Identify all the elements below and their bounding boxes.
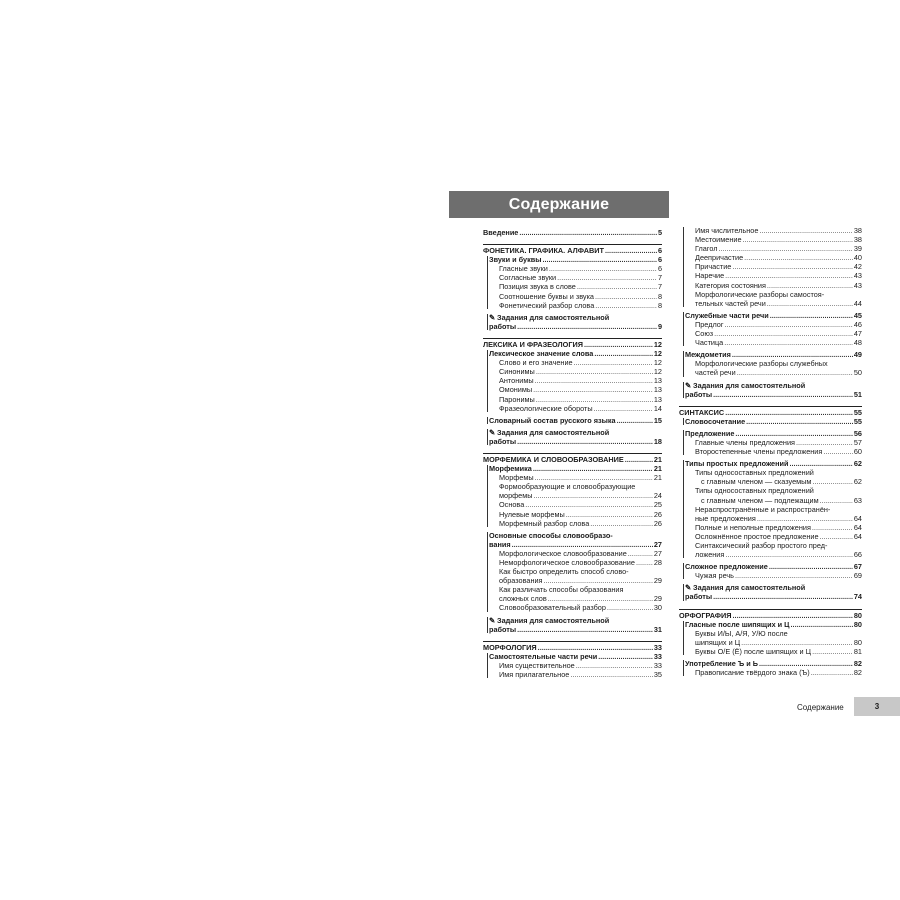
toc-entry[interactable]: Предлог ..... 46 (685, 320, 862, 329)
toc-entry[interactable]: Служебные части речи ..... 45 (685, 311, 862, 320)
toc-entry[interactable]: Категория состояния ..... 43 (685, 281, 862, 290)
toc-entry[interactable]: морфемы ..... 24 (489, 491, 662, 500)
section-page: 6 (657, 246, 662, 256)
toc-entry[interactable]: Неморфологическое словообразование ..... 28 (489, 558, 662, 567)
toc-entry[interactable]: Буквы О/Е (Ё) после шипящих и Ц ..... 81 (685, 647, 862, 656)
toc-entry[interactable]: Основа ..... 25 (489, 500, 662, 509)
toc-entry[interactable]: Нулевые морфемы ..... 26 (489, 510, 662, 519)
toc-entry[interactable]: Соотношение буквы и звука ..... 8 (489, 292, 662, 301)
toc-section[interactable]: ОРФОГРАФИЯ ..... 80 (679, 611, 862, 620)
toc-entry[interactable]: Словарный состав русского языка ..... 15 (489, 416, 662, 425)
tasks-entry[interactable]: ✎ Задания для самостоятельной работы ..... 31 (483, 616, 662, 634)
toc-entry[interactable]: Местоимение ..... 38 (685, 235, 862, 244)
toc-entry[interactable]: Сложное предложение ..... 67 (685, 562, 862, 571)
tasks-entry[interactable]: ✎ Задания для самостоятельной работы ..... 74 (679, 583, 862, 601)
toc-entry[interactable]: Типы простых предложений ..... 62 (685, 459, 862, 468)
toc-entry[interactable]: Омонимы ..... 13 (489, 385, 662, 394)
toc-entry[interactable]: Фонетический разбор слова ..... 8 (489, 301, 662, 310)
toc-entry[interactable]: тельных частей речи ..... 44 (685, 299, 862, 308)
toc-entry[interactable]: Частица ..... 48 (685, 338, 862, 347)
toc-entry[interactable]: Причастие ..... 42 (685, 262, 862, 271)
toc-entry[interactable]: шипящих и Ц ..... 80 (685, 638, 862, 647)
toc-entry[interactable]: Слово и его значение ..... 12 (489, 358, 662, 367)
toc-entry[interactable]: Междометия ..... 49 (685, 350, 862, 359)
tasks-entry[interactable]: ✎ Задания для самостоятельной работы ..... 18 (483, 428, 662, 446)
toc-entry[interactable]: Морфемы ..... 21 (489, 473, 662, 482)
entry-line: Морфологические разборы служебных (695, 359, 828, 369)
section-title: ФОНЕТИКА. ГРАФИКА. АЛФАВИТ (483, 246, 604, 256)
toc-entry[interactable]: Союз ..... 47 (685, 329, 862, 338)
toc-entry[interactable]: с главным членом — подлежащим ..... 63 (685, 496, 862, 505)
entry-line: Формообразующие и словообразующие (499, 482, 636, 492)
toc-entry[interactable]: Имя прилагательное ..... 35 (489, 670, 662, 679)
toc-column-right (679, 226, 862, 677)
toc-entry[interactable]: Чужая речь ..... 69 (685, 571, 862, 580)
toc-entry[interactable]: Второстепенные члены предложения ..... 60 (685, 447, 862, 456)
toc-entry[interactable] (483, 228, 662, 237)
toc-section[interactable] (483, 246, 662, 255)
toc-entry[interactable]: Наречие ..... 43 (685, 271, 862, 280)
toc-section[interactable]: МОРФОЛОГИЯ ..... 33 (483, 643, 662, 652)
toc-entry[interactable]: Полные и неполные предложения ..... 64 (685, 523, 862, 532)
pencil-icon: ✎ (685, 583, 692, 593)
pencil-icon: ✎ (489, 312, 496, 322)
toc-entry[interactable]: с главным членом — сказуемым ..... 62 (685, 477, 862, 486)
toc-entry[interactable]: частей речи ..... 50 (685, 368, 862, 377)
toc-section[interactable]: МОРФЕМИКА И СЛОВООБРАЗОВАНИЕ ..... 21 (483, 455, 662, 464)
toc-entry[interactable]: вания ..... 27 (489, 540, 662, 549)
toc-entry[interactable]: Осложнённое простое предложение ..... 64 (685, 532, 862, 541)
toc-section[interactable]: ЛЕКСИКА И ФРАЗЕОЛОГИЯ ..... 12 (483, 340, 662, 349)
toc-entry[interactable]: Морфологическое словообразование ..... 27 (489, 549, 662, 558)
toc-entry[interactable]: Гласные звуки ..... 6 (489, 264, 662, 273)
entry-title: Введение (483, 228, 519, 237)
toc-entry[interactable]: Синонимы ..... 12 (489, 367, 662, 376)
toc-entry[interactable]: Звуки и буквы ..... 6 (489, 255, 662, 264)
pencil-icon: ✎ (489, 427, 496, 437)
toc-entry[interactable]: ные предложения ..... 64 (685, 514, 862, 523)
entry-page: 5 (657, 228, 662, 237)
entry-line: Буквы И/Ы, А/Я, У/Ю после (695, 628, 788, 638)
toc-entry[interactable]: Предложение ..... 56 (685, 429, 862, 438)
entry-line: Основные способы словообразо- (489, 530, 613, 540)
entry-line: Нераспространённые и распространён- (695, 504, 831, 514)
entry-line: Типы односоставных предложений (695, 468, 814, 478)
toc-entry[interactable]: Употребление Ъ и Ь ..... 82 (685, 659, 862, 668)
page-title: Содержание (449, 191, 669, 218)
pencil-icon: ✎ (489, 615, 496, 625)
toc-entry[interactable]: Имя числительное ..... 38 (685, 226, 862, 235)
entry-line: Синтаксический разбор простого пред- (695, 541, 828, 550)
toc-entry[interactable]: Самостоятельные части речи ..... 33 (489, 652, 662, 661)
toc-entry[interactable]: Лексическое значение слова ..... 12 (489, 349, 662, 358)
page-number: 3 (854, 697, 900, 716)
toc-entry[interactable]: образования ..... 29 (489, 576, 662, 585)
toc-entry[interactable]: Антонимы ..... 13 (489, 376, 662, 385)
toc-column-left (483, 228, 662, 679)
toc-entry[interactable]: Морфемика ..... 21 (489, 464, 662, 473)
toc-entry[interactable]: Словообразовательный разбор ..... 30 (489, 603, 662, 612)
toc-entry[interactable]: Правописание твёрдого знака (Ъ) ..... 82 (685, 668, 862, 677)
entry-line: Как быстро определить способ слово- (499, 567, 629, 577)
toc-entry[interactable]: ложения ..... 66 (685, 550, 862, 559)
toc-entry[interactable]: Деепричастие ..... 40 (685, 253, 862, 262)
toc-entry[interactable]: Морфемный разбор слова ..... 26 (489, 519, 662, 528)
toc-entry[interactable]: Согласные звуки ..... 7 (489, 273, 662, 282)
footer-section-label: Содержание (797, 703, 844, 712)
toc-entry[interactable]: Имя существительное ..... 33 (489, 661, 662, 670)
entry-line: Морфологические разборы самостоя- (695, 289, 825, 299)
toc-entry[interactable]: Словосочетание ..... 55 (685, 417, 862, 426)
tasks-entry[interactable]: ✎ Задания для самостоятельной работы ..... 9 (483, 313, 662, 331)
toc-entry[interactable]: Глагол ..... 39 (685, 244, 862, 253)
entry-line: Как различать способы образования (499, 585, 624, 595)
toc-entry[interactable]: сложных слов ..... 29 (489, 594, 662, 603)
toc-entry[interactable]: Главные члены предложения ..... 57 (685, 438, 862, 447)
toc-entry[interactable]: Гласные после шипящих и Ц ..... 80 (685, 620, 862, 629)
toc-entry[interactable]: Фразеологические обороты ..... 14 (489, 404, 662, 413)
toc-entry[interactable]: Позиция звука в слове ..... 7 (489, 282, 662, 291)
pencil-icon: ✎ (685, 380, 692, 390)
toc-entry[interactable]: Паронимы ..... 13 (489, 395, 662, 404)
tasks-entry[interactable]: ✎ Задания для самостоятельной работы ..... 51 (679, 381, 862, 399)
toc-section[interactable]: СИНТАКСИС ..... 55 (679, 408, 862, 417)
entry-line: Типы односоставных предложений (695, 486, 814, 496)
